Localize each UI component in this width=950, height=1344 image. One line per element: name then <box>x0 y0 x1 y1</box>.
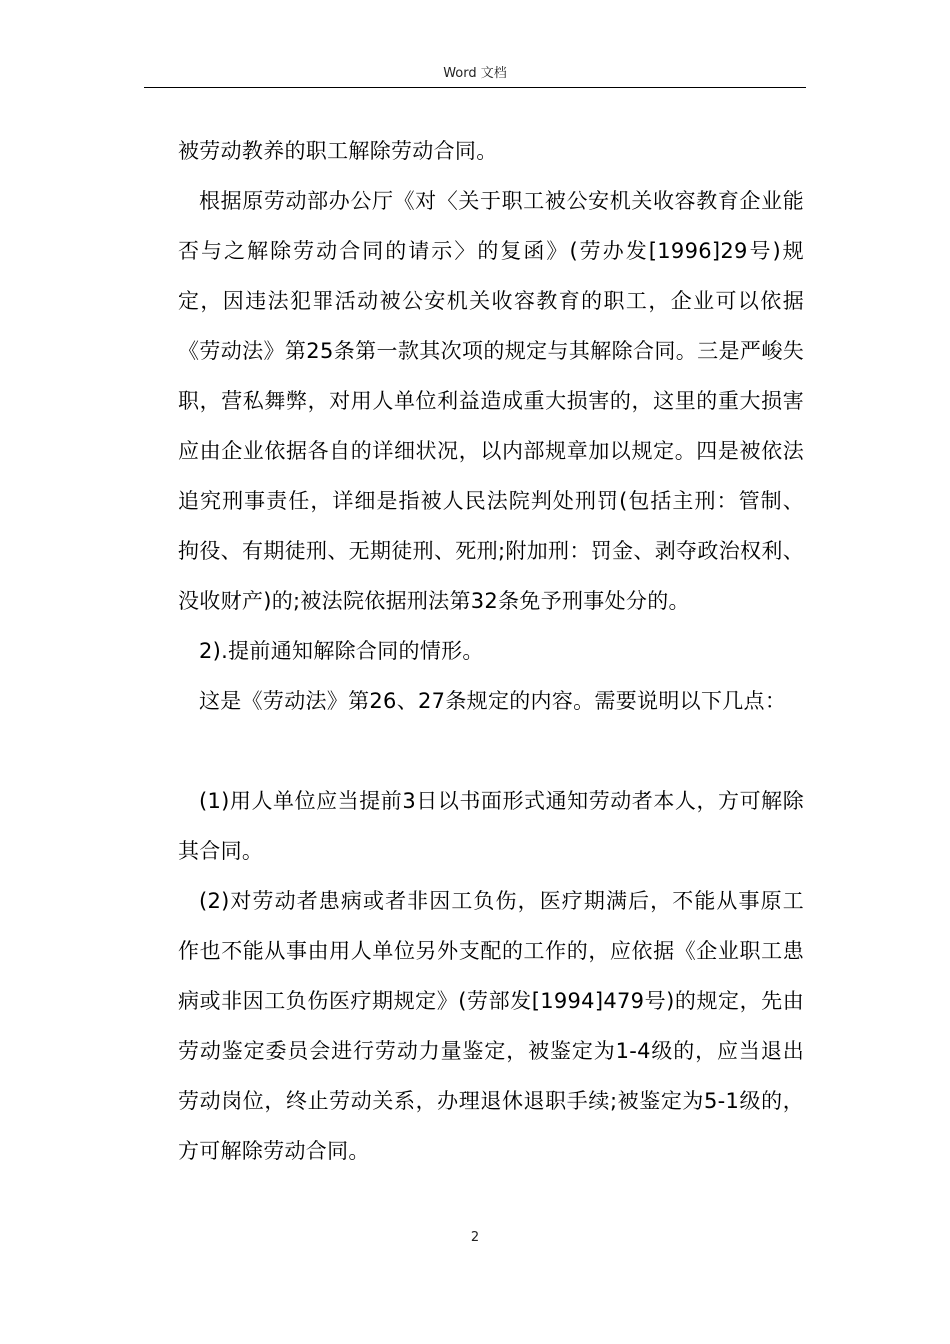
paragraph-2: 根据原劳动部办公厅《对〈关于职工被公安机关收容教育企业能否与之解除劳动合同的请示〉的复函》(劳办发[1996]29号)规定，因违法犯罪活动被公安机关收容教育的职工，企业可以依据《劳动法》第25条第一款其次项的规定与其解除合同。三是严峻失职，营私舞弊，对用人单位利益造成重大损害的，这里的重大损害应由企业依据各自的详细状况，以内部规章加以规定。四是被依法追究刑事责任，详细是指被人民法院判处刑罚(包括主刑：管制、拘役、有期徒刑、无期徒刑、死刑;附加刑：罚金、剥夺政治权利、没收财产)的;被法院依据刑法第32条免予刑事处分的。 <box>178 189 804 613</box>
page-header: Word 文档 <box>443 66 507 81</box>
paragraph-5: (1)用人单位应当提前3日以书面形式通知劳动者本人，方可解除其合同。 <box>178 789 804 863</box>
paragraph-3: 2).提前通知解除合同的情形。 <box>199 639 484 663</box>
page-number: 2 <box>470 1230 480 1245</box>
blank-line <box>178 726 804 776</box>
paragraph-6: (2)对劳动者患病或者非因工负伤，医疗期满后，不能从事原工作也不能从事由用人单位另外支配的工作的，应依据《企业职工患病或非因工负伤医疗期规定》(劳部发[1994]479号)的规定，先由劳动鉴定委员会进行劳动力量鉴定，被鉴定为1-4级的，应当退出劳动岗位，终止劳动关系，办理退休退职手续;被鉴定为5-1级的，方可解除劳动合同。 <box>178 889 804 1163</box>
document-body <box>178 126 804 1176</box>
header-rule <box>144 87 806 88</box>
paragraph-1: 被劳动教养的职工解除劳动合同。 <box>178 139 498 163</box>
paragraph-4: 这是《劳动法》第26、27条规定的内容。需要说明以下几点： <box>199 689 787 713</box>
